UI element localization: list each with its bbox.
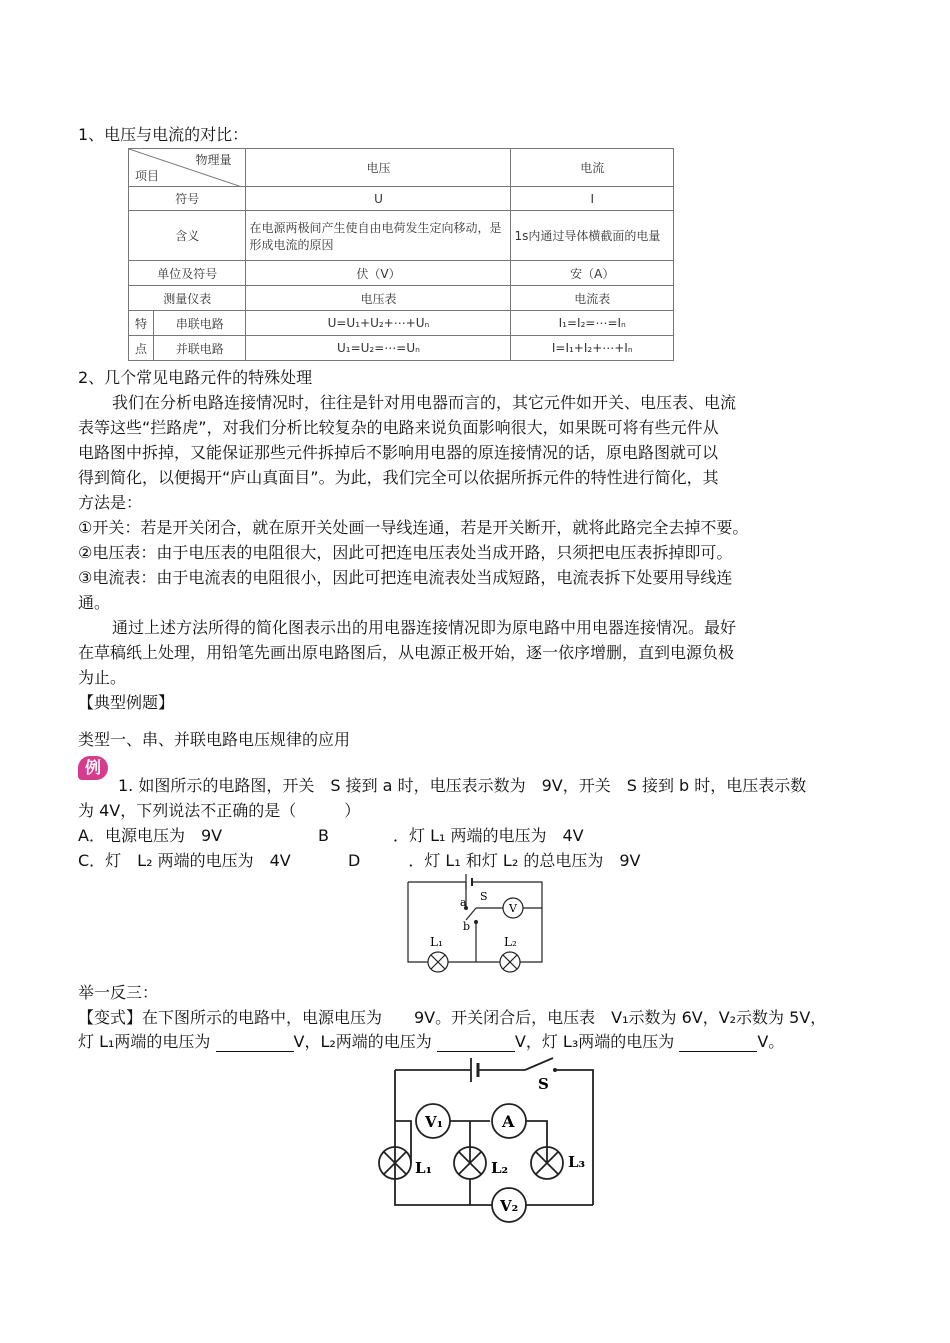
variant-text-l1: 灯 L₁两端的电压为 xyxy=(78,1032,211,1051)
question-line: 为 4V，下列说法不正确的是（ ） xyxy=(78,801,361,820)
terminal-b-label: b xyxy=(463,920,471,933)
variant-line: 【变式】在下图所示的电路中，电源电压为 9V。开关闭合后，电压表 V₁示数为 6V，V₂示数为 5V， xyxy=(78,1008,827,1027)
variant-text-l3: V，灯 L₃两端的电压为 xyxy=(514,1032,675,1051)
series-voltage: U=U₁+U₂+⋯+Uₙ xyxy=(246,311,511,336)
section-1-title: 1、电压与电流的对比： xyxy=(78,125,249,144)
option-a: A．电源电压为 9V xyxy=(78,826,223,845)
variant-text-l2: V，L₂两端的电压为 xyxy=(293,1032,432,1051)
cell-current: 1s内通过导体横截面的电量 xyxy=(511,211,674,261)
answer-blank-l1[interactable] xyxy=(216,1035,294,1052)
answer-blank-l2[interactable] xyxy=(437,1035,515,1052)
terminal-a-label: a xyxy=(460,896,467,909)
switch-s-label: S xyxy=(480,890,488,903)
corner-bottom-label: 项目 xyxy=(135,169,160,183)
section-2-title: 2、几个常见电路元件的特殊处理 xyxy=(78,368,313,387)
variant-line-2 xyxy=(78,1032,784,1052)
lamp-l2-label: L₂ xyxy=(491,1159,509,1177)
parallel-label: 并联电路 xyxy=(154,336,246,361)
paragraph-line: 为止。 xyxy=(78,668,127,687)
voltmeter-v2-label: V₂ xyxy=(500,1197,519,1215)
cell-voltage: 伏（V） xyxy=(246,261,511,286)
col-header-voltage: 电压 xyxy=(246,149,511,187)
voltmeter-v-label: V xyxy=(509,902,517,915)
cell-voltage: 电压表 xyxy=(246,286,511,311)
row-label: 符号 xyxy=(129,187,246,211)
table-corner-cell xyxy=(129,149,246,187)
col-header-current: 电流 xyxy=(511,149,674,187)
lamp-l1-label: L₁ xyxy=(430,935,443,949)
cell-current: 电流表 xyxy=(511,286,674,311)
type-heading: 类型一、串、并联电路电压规律的应用 xyxy=(78,730,351,749)
lamp-l2-label: L₂ xyxy=(504,935,517,949)
ammeter-a-label: A xyxy=(502,1112,515,1131)
cell-current: 安（A） xyxy=(511,261,674,286)
list-item: ③电流表：由于电流表的电阻很小，因此可把连电流表处当成短路，电流表拆下处要用导线连 xyxy=(78,568,733,587)
variant-text-end: V。 xyxy=(757,1032,785,1051)
paragraph-line: 表等这些“拦路虎”，对我们分析比较复杂的电路来说负面影响很大，如果既可将有些元件从 xyxy=(78,418,719,437)
voltage-current-table xyxy=(128,148,674,361)
lamp-l1-label: L₁ xyxy=(415,1159,433,1177)
list-item: ②电压表：由于电压表的电阻很大，因此可把连电压表处当成开路，只须把电压表拆掉即可。 xyxy=(78,543,733,562)
paragraph-line: 通过上述方法所得的简化图表示出的用电器连接情况即为原电路中用电器连接情况。最好 xyxy=(112,618,737,637)
paragraph-line: 方法是： xyxy=(78,493,143,512)
option-d: D ．灯 L₁ 和灯 L₂ 的总电压为 9V xyxy=(348,851,641,870)
switch-s-label: S xyxy=(538,1075,549,1093)
row-label: 含义 xyxy=(129,211,246,261)
row-label: 测量仪表 xyxy=(129,286,246,311)
series-label: 串联电路 xyxy=(154,311,246,336)
cell-voltage: U xyxy=(246,187,511,211)
corner-top-label: 物理量 xyxy=(195,153,232,167)
paragraph-line: 电路图中拆掉，又能保证那些元件拆掉后不影响用电器的原连接情况的话，原电路图就可以 xyxy=(78,443,719,462)
examples-header: 【典型例题】 xyxy=(78,693,175,712)
practice-heading: 举一反三： xyxy=(78,983,159,1002)
feature-label-2: 点 xyxy=(129,336,154,361)
circuit-diagram-1 xyxy=(400,872,550,980)
list-item: 通。 xyxy=(78,593,111,612)
lamp-l3-label: L₃ xyxy=(568,1153,586,1171)
question-line: 1. 如图所示的电路图，开关 S 接到 a 时，电压表示数为 9V，开关 S 接到 b 时，电压表示数 xyxy=(118,776,807,795)
parallel-voltage: U₁=U₂=⋯=Uₙ xyxy=(246,336,511,361)
cell-voltage: 在电源两极间产生使自由电荷发生定向移动，是形成电流的原因 xyxy=(246,211,511,261)
row-label: 单位及符号 xyxy=(129,261,246,286)
list-item: ①开关：若是开关闭合，就在原开关处画一导线连通，若是开关断开，就将此路完全去掉不要。 xyxy=(78,518,749,537)
answer-blank-l3[interactable] xyxy=(679,1035,757,1052)
paragraph-line: 我们在分析电路连接情况时，往往是针对用电器而言的，其它元件如开关、电压表、电流 xyxy=(112,393,737,412)
series-current: I₁=I₂=⋯=Iₙ xyxy=(511,311,674,336)
example-badge: 例 xyxy=(78,756,108,780)
option-c: C．灯 L₂ 两端的电压为 4V xyxy=(78,851,291,870)
paragraph-line: 在草稿纸上处理，用铅笔先画出原电路图后，从电源正极开始，逐一依序增删，直到电源负极 xyxy=(78,643,735,662)
parallel-current: I=I₁+I₂+⋯+Iₙ xyxy=(511,336,674,361)
circuit-diagram-2 xyxy=(375,1055,601,1230)
feature-label-1: 特 xyxy=(129,311,154,336)
voltmeter-v1-label: V₁ xyxy=(425,1113,444,1131)
paragraph-line: 得到简化，以便揭开“庐山真面目”。为此，我们完全可以依据所拆元件的特性进行简化，其 xyxy=(78,468,719,487)
cell-current: I xyxy=(511,187,674,211)
option-b: B ．灯 L₁ 两端的电压为 4V xyxy=(318,826,584,845)
